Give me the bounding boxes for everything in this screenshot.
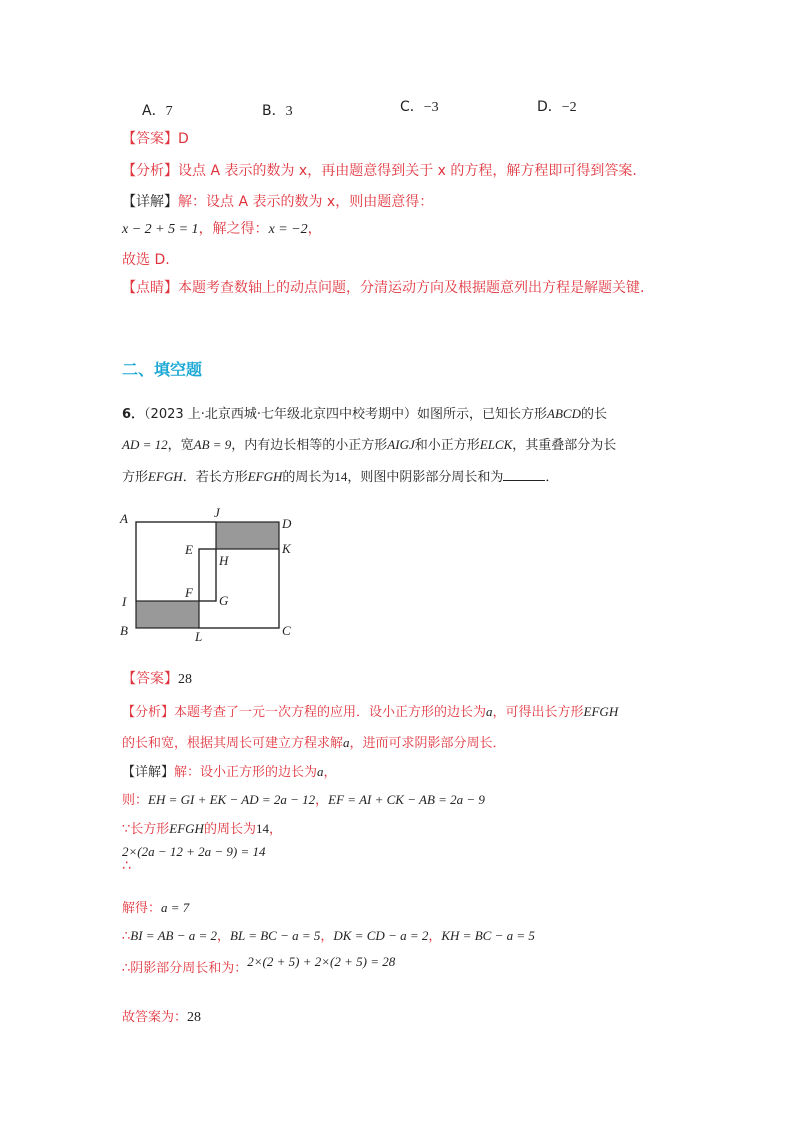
q6-analysis-line1 bbox=[122, 701, 618, 720]
label-a: A bbox=[120, 511, 128, 526]
q6-analysis-tag: 【分析】 bbox=[122, 705, 175, 720]
q6-ab: AB = 9 bbox=[193, 437, 232, 452]
q6-because-a: ∵长方形 bbox=[122, 822, 170, 837]
q5-analysis-tag: 【分析】 bbox=[122, 163, 178, 179]
q6-because-b: 的周长为 bbox=[203, 822, 256, 837]
q6-source: （2023 上·北京西城·七年级北京四中校考期中） bbox=[144, 407, 418, 422]
q6-answer-value: 28 bbox=[178, 672, 192, 687]
q6-line3-b: ．若长方形 bbox=[182, 470, 248, 485]
q6-solve-label: 解得： bbox=[122, 901, 162, 916]
q6-detail-var: a bbox=[317, 764, 324, 779]
q6-detail-end: ， bbox=[323, 765, 337, 780]
label-l: L bbox=[195, 629, 203, 644]
q6-eq-ef: EF = AI + CK − AB = 2a − 9 bbox=[328, 792, 485, 807]
q6-eq-a: a = 7 bbox=[161, 900, 190, 915]
q6-line1-a: 如图所示，已知长方形 bbox=[417, 407, 548, 422]
q6-eq-eh: EH = GI + EK − AD = 2a − 12 bbox=[148, 792, 316, 807]
q6-values-line bbox=[122, 925, 535, 944]
q6-detail-tag: 【详解】 bbox=[122, 765, 175, 780]
q6-eq-dk: DK = CD − a = 2 bbox=[333, 928, 429, 943]
label-c: C bbox=[282, 623, 291, 638]
q6-analysis-line2 bbox=[122, 732, 506, 751]
shaded-rect-bottom bbox=[136, 601, 199, 628]
square-aigj bbox=[136, 522, 216, 601]
q5-analysis bbox=[122, 160, 637, 180]
q6-answer-tag: 【答案】 bbox=[122, 671, 178, 687]
shaded-rect-top bbox=[216, 522, 279, 549]
q6-solve-line bbox=[122, 897, 189, 916]
q6-efgh: EFGH bbox=[148, 469, 183, 484]
label-i: I bbox=[122, 594, 127, 609]
q6-efgh-2: EFGH bbox=[247, 469, 283, 484]
q6-line3-d: ，则图中阴影部分周长和为 bbox=[347, 470, 504, 485]
q6-then-line bbox=[122, 789, 485, 808]
q6-answer bbox=[122, 668, 192, 688]
q6-eq-kh: KH = BC − a = 5 bbox=[441, 928, 535, 943]
label-h: H bbox=[219, 553, 229, 568]
q5-answer bbox=[122, 128, 189, 148]
q6-comma-2: ， bbox=[320, 929, 334, 944]
q6-line3-end: ． bbox=[545, 470, 559, 485]
q6-analysis-var: a bbox=[486, 704, 493, 719]
q6-analysis-efgh: EFGH bbox=[583, 704, 619, 719]
q6-therefore1: ∴ bbox=[122, 858, 131, 874]
q6-line1-b: 的长 bbox=[581, 407, 608, 422]
label-f: F bbox=[185, 585, 193, 600]
q5-eq1-result: x = −2 bbox=[268, 222, 308, 237]
q6-therefore2: ∴ bbox=[122, 929, 131, 944]
q6-then: 则： bbox=[122, 793, 149, 808]
q6-line2-c: 和小正方形 bbox=[414, 438, 480, 453]
q5-detail-text: 解：设点 A 表示的数为 x，则由题意得： bbox=[178, 194, 434, 210]
q6-abcd: ABCD bbox=[547, 406, 581, 421]
option-c bbox=[400, 96, 439, 116]
q5-eq1-end: ， bbox=[307, 221, 322, 237]
q6-line1 bbox=[122, 403, 607, 422]
square-elck bbox=[199, 549, 279, 628]
q6-analysis-c: 的长和宽，根据其周长可建立方程求解 bbox=[122, 736, 344, 751]
q6-analysis-a: 本题考查了一元一次方程的应用．设小正方形的边长为 bbox=[174, 705, 487, 720]
q6-line3-a: 方形 bbox=[122, 470, 149, 485]
label-g: G bbox=[219, 593, 229, 608]
q6-aigj: AIGJ bbox=[387, 437, 415, 452]
q5-equation bbox=[122, 218, 322, 238]
q6-number: 6． bbox=[122, 407, 145, 422]
q6-line2 bbox=[122, 434, 616, 453]
q5-answer-tag: 【答案】 bbox=[122, 131, 178, 147]
q6-line2-b: ，内有边长相等的小正方形 bbox=[231, 438, 388, 453]
label-k: K bbox=[282, 541, 291, 556]
option-a bbox=[142, 100, 173, 120]
q5-answer-value: D bbox=[178, 131, 189, 147]
q6-comma-3: ， bbox=[428, 929, 442, 944]
option-b bbox=[262, 100, 293, 120]
q6-comma-1: ， bbox=[217, 929, 231, 944]
q5-comment bbox=[122, 277, 644, 297]
q6-because-line bbox=[122, 818, 282, 837]
q6-line2-d: ，其重叠部分为长 bbox=[512, 438, 617, 453]
q6-eq-bi: BI = AB − a = 2 bbox=[130, 928, 218, 943]
q6-final-label: 故答案为： bbox=[122, 1010, 188, 1025]
q6-detail bbox=[122, 761, 337, 780]
q6-elck: ELCK bbox=[479, 437, 513, 452]
option-c-value: −3 bbox=[423, 100, 439, 115]
option-d-value: −2 bbox=[561, 100, 577, 115]
q6-perimeter-line bbox=[122, 954, 396, 976]
rectangle-figure bbox=[115, 505, 305, 645]
q5-comment-tag: 【点睛】 bbox=[122, 280, 178, 296]
q6-eq-main: 2×(2a − 12 + 2a − 9) = 14 bbox=[122, 844, 266, 859]
q6-eq-bl: BL = BC − a = 5 bbox=[230, 928, 321, 943]
section-title: 二、填空题 bbox=[122, 360, 203, 379]
q6-analysis-var-2: a bbox=[343, 735, 350, 750]
q6-line3-c: 的周长为 bbox=[282, 470, 335, 485]
q6-detail-a: 解：设小正方形的边长为 bbox=[174, 765, 318, 780]
q6-ad: AD = 12 bbox=[122, 437, 168, 452]
answer-blank[interactable] bbox=[503, 468, 545, 481]
q5-detail-tag: 【详解】 bbox=[122, 194, 178, 210]
q6-because-efgh: EFGH bbox=[169, 821, 204, 836]
q5-eq1-mid: ，解之得： bbox=[198, 221, 269, 237]
q5-detail bbox=[122, 191, 433, 211]
q6-line2-a: ，宽 bbox=[167, 438, 194, 453]
q6-analysis-b: ，可得出长方形 bbox=[492, 705, 584, 720]
q6-final-value: 28 bbox=[187, 1010, 202, 1025]
q6-main-eq-line bbox=[122, 844, 266, 860]
q5-comment-text: 本题考查数轴上的动点问题，分清运动方向及根据题意列出方程是解题关键. bbox=[178, 280, 645, 296]
option-b-letter: B． bbox=[262, 103, 286, 119]
q6-analysis-d: ，进而可求阴影部分周长． bbox=[349, 736, 506, 751]
q6-final-line bbox=[122, 1006, 201, 1026]
q6-comma: ， bbox=[315, 793, 329, 808]
label-d: D bbox=[282, 516, 292, 531]
q6-because-c: ， bbox=[268, 822, 282, 837]
q6-line3 bbox=[122, 466, 558, 485]
q6-because-perim: 14 bbox=[255, 821, 269, 836]
option-c-letter: C． bbox=[400, 99, 424, 115]
q5-choose: 故选 D. bbox=[122, 252, 170, 268]
label-j: J bbox=[214, 505, 220, 520]
label-b: B bbox=[120, 623, 128, 638]
option-a-letter: A． bbox=[142, 103, 166, 119]
label-e: E bbox=[185, 542, 193, 557]
q6-eq-final: 2×(2 + 5) + 2×(2 + 5) = 28 bbox=[247, 954, 396, 969]
option-a-value: 7 bbox=[165, 104, 173, 119]
rect-efgh bbox=[199, 549, 216, 601]
option-d-letter: D． bbox=[537, 99, 562, 115]
option-b-value: 3 bbox=[285, 104, 293, 119]
q6-perimeter: 14 bbox=[334, 469, 348, 484]
q6-therefore3: ∴阴影部分周长和为： bbox=[122, 961, 248, 976]
option-d bbox=[537, 96, 577, 116]
q5-analysis-text: 设点 A 表示的数为 x，再由题意得到关于 x 的方程，解方程即可得到答案. bbox=[178, 163, 637, 179]
q5-eq1: x − 2 + 5 = 1 bbox=[122, 222, 199, 237]
